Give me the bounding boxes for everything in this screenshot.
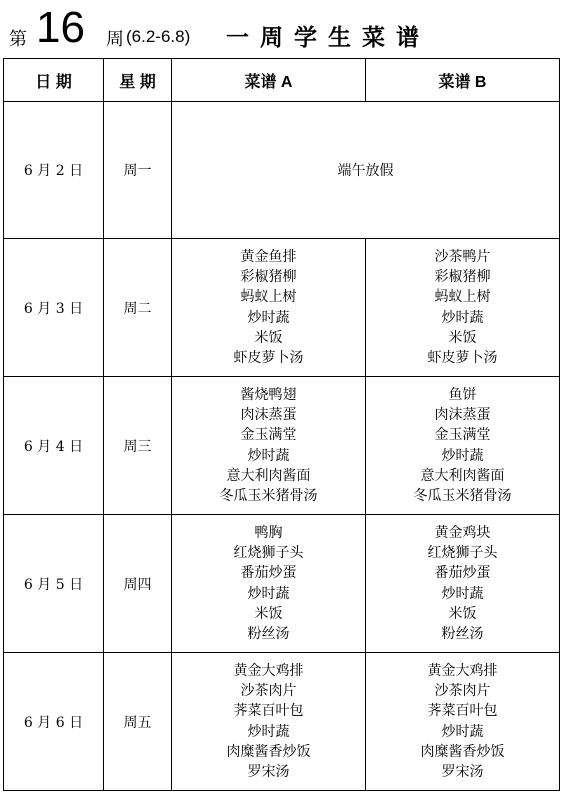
- menu-a-cell: [172, 515, 366, 653]
- table-row: [4, 102, 560, 239]
- dish-item: 沙茶肉片: [434, 682, 491, 699]
- menu-table: [3, 58, 560, 791]
- menu-b-cell: [366, 653, 560, 791]
- dish-item: 肉糜酱香炒饭: [420, 743, 505, 760]
- date-cell: 6 月 4 日: [4, 377, 104, 515]
- dish-item: 金玉满堂: [434, 427, 491, 444]
- date-cell: 6 月 6 日: [4, 653, 104, 791]
- dish-item: 彩椒猪柳: [434, 268, 491, 285]
- dish-item: 黄金鸡块: [434, 524, 491, 541]
- page-title: [0, 0, 566, 58]
- title-suffix: 周: [106, 29, 124, 50]
- weekday-cell: 周二: [104, 239, 172, 377]
- dish-item: 沙茶肉片: [240, 682, 297, 699]
- holiday-cell: 端午放假: [172, 102, 560, 239]
- weekday-cell: 周三: [104, 377, 172, 515]
- dish-item: 罗宋汤: [247, 764, 290, 781]
- dish-item: 炒时蔬: [247, 585, 290, 602]
- header-menu-b: 菜谱 B: [366, 59, 560, 102]
- date-cell: 6 月 5 日: [4, 515, 104, 653]
- dish-item: 荠菜百叶包: [427, 703, 498, 720]
- dish-item: 虾皮萝卜汤: [233, 350, 304, 367]
- menu-b-cell: [366, 515, 560, 653]
- table-row: [4, 515, 560, 653]
- menu-a-cell: [172, 239, 366, 377]
- dish-item: 意大利肉酱面: [226, 467, 311, 484]
- table-row: [4, 239, 560, 377]
- dish-item: 炒时蔬: [247, 447, 290, 464]
- dish-item: 酱烧鸭翅: [240, 386, 297, 403]
- dish-item: 粉丝汤: [441, 626, 484, 643]
- menu-b-cell: [366, 377, 560, 515]
- dish-item: 蚂蚁上树: [240, 289, 297, 306]
- title-main: 一周学生菜谱: [226, 25, 430, 51]
- dish-item: 红烧狮子头: [427, 544, 498, 561]
- dish-item: 鱼饼: [448, 386, 477, 403]
- dish-item: 肉糜酱香炒饭: [226, 743, 311, 760]
- menu-b-cell: [366, 239, 560, 377]
- header-weekday: 星 期: [104, 59, 172, 102]
- dish-item: 冬瓜玉米猪骨汤: [219, 488, 318, 505]
- dish-item: 肉沫蒸蛋: [434, 406, 491, 423]
- dish-item: 炒时蔬: [247, 309, 290, 326]
- header-menu-a: 菜谱 A: [172, 59, 366, 102]
- dish-item: 黄金大鸡排: [233, 662, 304, 679]
- date-cell: 6 月 3 日: [4, 239, 104, 377]
- dish-item: 蚂蚁上树: [434, 289, 491, 306]
- date-range: (6.2-6.8): [126, 27, 191, 46]
- dish-item: 番茄炒蛋: [240, 565, 297, 582]
- dish-item: 沙茶鸭片: [434, 248, 491, 265]
- header-row: [4, 59, 560, 102]
- menu-a-cell: [172, 377, 366, 515]
- dish-item: 米饭: [254, 605, 283, 622]
- dish-item: 肉沫蒸蛋: [240, 406, 297, 423]
- title-prefix: 第: [9, 29, 27, 50]
- date-cell: 6 月 2 日: [4, 102, 104, 239]
- dish-item: 荠菜百叶包: [233, 703, 304, 720]
- dish-item: 炒时蔬: [247, 723, 290, 740]
- dish-item: 意大利肉酱面: [420, 467, 505, 484]
- dish-item: 米饭: [448, 329, 477, 346]
- table-row: [4, 653, 560, 791]
- dish-item: 彩椒猪柳: [240, 268, 297, 285]
- dish-item: 炒时蔬: [441, 447, 484, 464]
- header-date: 日 期: [4, 59, 104, 102]
- dish-item: 米饭: [448, 605, 477, 622]
- dish-item: 番茄炒蛋: [434, 565, 491, 582]
- menu-a-cell: [172, 653, 366, 791]
- dish-item: 黄金大鸡排: [427, 662, 498, 679]
- dish-item: 虾皮萝卜汤: [427, 350, 498, 367]
- dish-item: 粉丝汤: [247, 626, 290, 643]
- dish-item: 金玉满堂: [240, 427, 297, 444]
- dish-item: 炒时蔬: [441, 309, 484, 326]
- dish-item: 冬瓜玉米猪骨汤: [413, 488, 512, 505]
- dish-item: 红烧狮子头: [233, 544, 304, 561]
- dish-item: 米饭: [254, 329, 283, 346]
- dish-item: 炒时蔬: [441, 585, 484, 602]
- dish-item: 罗宋汤: [441, 764, 484, 781]
- dish-item: 黄金鱼排: [240, 248, 297, 265]
- dish-item: 鸭胸: [254, 524, 283, 541]
- dish-item: 炒时蔬: [441, 723, 484, 740]
- table-row: [4, 377, 560, 515]
- weekday-cell: 周四: [104, 515, 172, 653]
- weekday-cell: 周五: [104, 653, 172, 791]
- weekday-cell: 周一: [104, 102, 172, 239]
- week-number: 16: [36, 3, 85, 52]
